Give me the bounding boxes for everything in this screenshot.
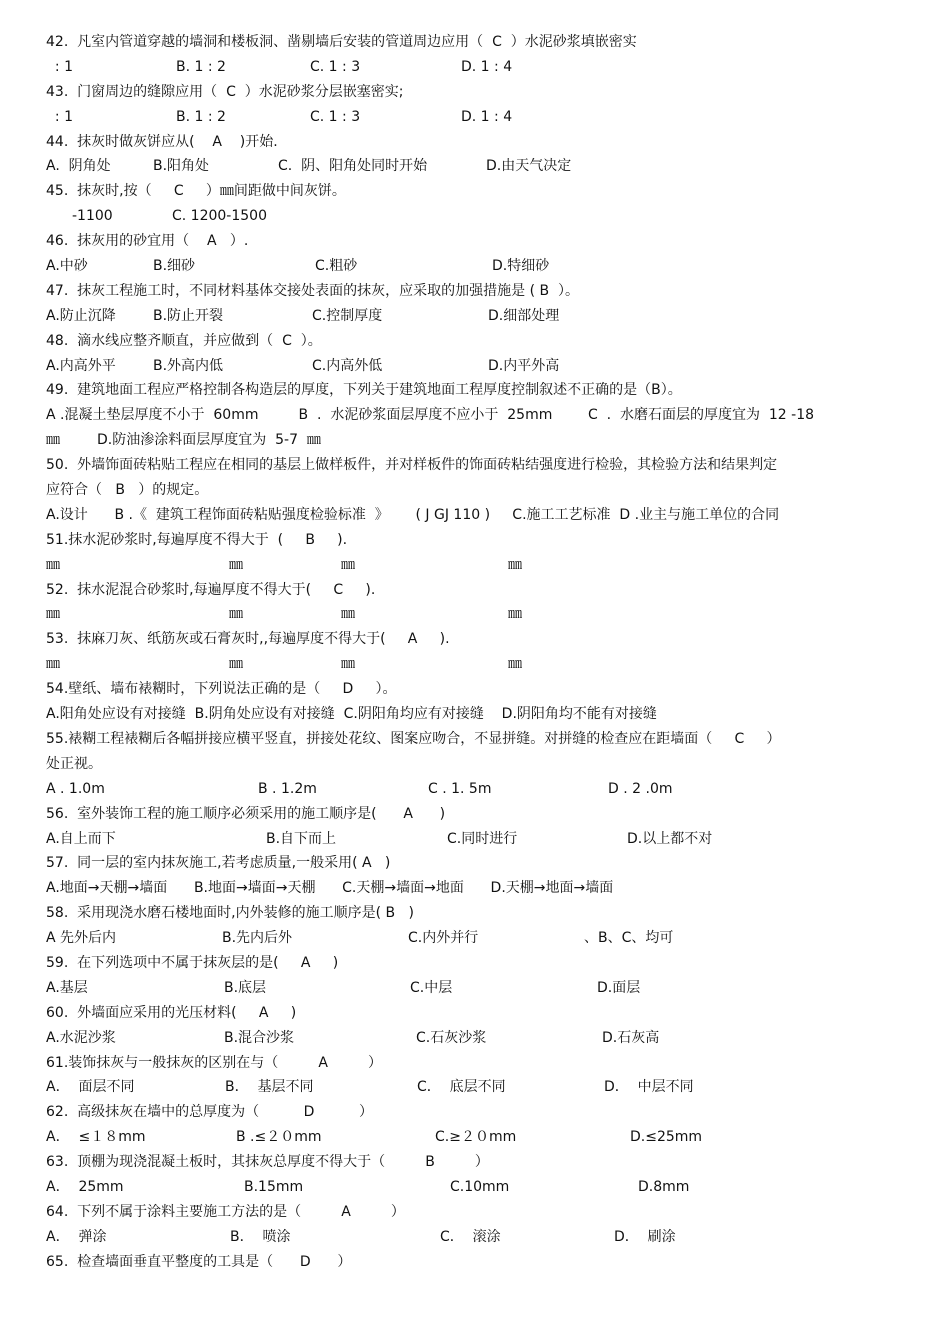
text-line bbox=[0, 279, 950, 304]
text-line bbox=[0, 204, 950, 229]
text-segment: 60. 外墙面应采用的光压材料( A ) bbox=[46, 1004, 297, 1021]
text-line bbox=[0, 130, 950, 155]
text-segment: C.粗砂 bbox=[315, 258, 358, 275]
text-segment: 45. 抹灰时,按（ C ）㎜间距做中间灰饼。 bbox=[46, 183, 346, 200]
text-segment: C． 滚涂 bbox=[440, 1228, 501, 1245]
text-line bbox=[0, 1026, 950, 1051]
document-page bbox=[0, 30, 950, 1275]
text-line bbox=[0, 976, 950, 1001]
text-segment: B.细砂 bbox=[153, 258, 196, 275]
text-segment: 、B、C、均可 bbox=[584, 930, 674, 947]
text-segment: 51.抹水泥砂浆时,每遍厚度不得大于 ( B ). bbox=[46, 531, 348, 548]
text-segment: ㎜ bbox=[341, 606, 355, 623]
text-line bbox=[0, 354, 950, 379]
text-segment: D.以上都不对 bbox=[627, 830, 713, 847]
text-line bbox=[0, 329, 950, 354]
text-segment: 55.裱糊工程裱糊后各幅拼接应横平竖直，拼接处花纹、图案应吻合，不显拼缝。对拼缝的检查应在距墙面（ C ） bbox=[46, 730, 781, 747]
text-line bbox=[0, 179, 950, 204]
text-segment: D. 1 : 4 bbox=[461, 58, 513, 75]
text-segment: 65. 检查墙面垂直平整度的工具是（ D ） bbox=[46, 1253, 352, 1270]
text-segment: ㎜ bbox=[46, 656, 60, 673]
text-segment: 57. 同一层的室内抹灰施工,若考虑质量,一般采用( A ) bbox=[46, 855, 391, 872]
text-line bbox=[0, 1001, 950, 1026]
text-segment: -1100 bbox=[72, 208, 113, 225]
text-segment: D.特细砂 bbox=[492, 258, 550, 275]
text-segment: A． 弹涂 bbox=[46, 1228, 107, 1245]
text-segment: B . 1.2m bbox=[258, 780, 317, 797]
text-line bbox=[0, 553, 950, 578]
text-line bbox=[0, 727, 950, 752]
text-segment: B.自下而上 bbox=[266, 830, 337, 847]
text-segment: ㎜ bbox=[46, 432, 60, 449]
text-segment: A． ≤１８mm bbox=[46, 1129, 146, 1146]
text-segment: B.外高内低 bbox=[153, 357, 224, 374]
text-segment: : 1 bbox=[46, 108, 73, 125]
text-segment: 处正视。 bbox=[46, 755, 102, 772]
text-line bbox=[0, 851, 950, 876]
text-line bbox=[0, 827, 950, 852]
text-segment: D.面层 bbox=[597, 979, 641, 996]
text-segment: ㎜ bbox=[341, 656, 355, 673]
text-line bbox=[0, 254, 950, 279]
text-segment: ㎜ bbox=[46, 556, 60, 573]
text-line bbox=[0, 951, 950, 976]
text-line bbox=[0, 403, 950, 428]
text-segment: C.内高外低 bbox=[312, 357, 383, 374]
text-segment: C.同时进行 bbox=[447, 830, 518, 847]
text-segment: 49. 建筑地面工程应严格控制各构造层的厚度，下列关于建筑地面工程厚度控制叙述不正确的是（B）。 bbox=[46, 382, 682, 399]
text-segment: D.内平外高 bbox=[488, 357, 560, 374]
text-segment: C. 阴、阳角处同时开始 bbox=[278, 158, 428, 175]
text-segment: D.8mm bbox=[638, 1178, 690, 1195]
text-segment: C.内外并行 bbox=[408, 930, 479, 947]
text-line bbox=[0, 1125, 950, 1150]
text-segment: 46. 抹灰用的砂宜用（ A ）. bbox=[46, 233, 249, 250]
text-segment: ㎜ bbox=[229, 556, 243, 573]
text-segment: : 1 bbox=[46, 58, 73, 75]
text-segment: B. 1 : 2 bbox=[176, 108, 226, 125]
text-line bbox=[0, 1100, 950, 1125]
text-segment: 44. 抹灰时做灰饼应从( A )开始. bbox=[46, 133, 278, 150]
text-line bbox=[0, 702, 950, 727]
text-line bbox=[0, 478, 950, 503]
text-line bbox=[0, 378, 950, 403]
text-segment: B． 基层不同 bbox=[225, 1079, 314, 1096]
text-segment: A.防止沉降 bbox=[46, 307, 116, 324]
text-segment: B． 喷涂 bbox=[230, 1228, 291, 1245]
text-segment: A . 1.0m bbox=[46, 780, 105, 797]
text-line bbox=[0, 578, 950, 603]
text-segment: D. 1 : 4 bbox=[461, 108, 513, 125]
text-segment: C． 底层不同 bbox=[417, 1079, 506, 1096]
text-line bbox=[0, 528, 950, 553]
text-segment: 50. 外墙饰面砖粘贴工程应在相同的基层上做样板件，并对样板件的饰面砖粘结强度进行检验，其检验方法和结果判定 bbox=[46, 457, 778, 474]
text-segment: A.地面→天棚→墙面 B.地面→墙面→天棚 C.天棚→墙面→地面 D.天棚→地面→墙面 bbox=[46, 880, 614, 897]
text-line bbox=[0, 1200, 950, 1225]
text-segment: 63. 顶棚为现浇混凝土板时，其抹灰总厚度不得大于（ B ） bbox=[46, 1154, 489, 1171]
text-segment: A.内高外平 bbox=[46, 357, 116, 374]
text-line bbox=[0, 80, 950, 105]
text-line bbox=[0, 1250, 950, 1275]
text-segment: C. 1 : 3 bbox=[310, 58, 361, 75]
text-segment: A． 25mm bbox=[46, 1178, 124, 1195]
text-line bbox=[0, 453, 950, 478]
text-line bbox=[0, 1150, 950, 1175]
text-segment: 52. 抹水泥混合砂浆时,每遍厚度不得大于( C ). bbox=[46, 581, 376, 598]
text-line bbox=[0, 926, 950, 951]
text-segment: C . 1. 5m bbox=[428, 780, 492, 797]
text-segment: C.10mm bbox=[450, 1178, 510, 1195]
text-segment: 54.壁纸、墙布裱糊时，下列说法正确的是（ D ）。 bbox=[46, 681, 397, 698]
text-line bbox=[0, 777, 950, 802]
text-segment: C.≥２０mm bbox=[435, 1129, 517, 1146]
text-segment: A.阳角处应设有对接缝 B.阴角处应设有对接缝 C.阴阳角均应有对接缝 D.阴阳角均不能有对接缝 bbox=[46, 706, 657, 723]
text-line bbox=[0, 30, 950, 55]
text-segment: C.中层 bbox=[410, 979, 453, 996]
text-line bbox=[0, 802, 950, 827]
text-segment: A.基层 bbox=[46, 979, 88, 996]
text-line bbox=[0, 229, 950, 254]
text-segment: 64. 下列不属于涂料主要施工方法的是（ A ） bbox=[46, 1203, 405, 1220]
text-segment: 62. 高级抹灰在墙中的总厚度为（ D ） bbox=[46, 1104, 373, 1121]
text-line bbox=[0, 1075, 950, 1100]
text-segment: 58. 采用现浇水磨石楼地面时,内外装修的施工顺序是( B ) bbox=[46, 905, 414, 922]
text-line bbox=[0, 602, 950, 627]
text-segment: 43. 门窗周边的缝隙应用（ C ）水泥砂浆分层嵌塞密实; bbox=[46, 83, 404, 100]
text-line bbox=[0, 627, 950, 652]
text-segment: D． 刷涂 bbox=[614, 1228, 676, 1245]
text-segment: B.底层 bbox=[224, 979, 267, 996]
text-segment: ㎜ bbox=[508, 606, 522, 623]
text-line bbox=[0, 677, 950, 702]
text-segment: 42. 凡室内管道穿越的墙洞和楼板洞、凿剔墙后安装的管道周边应用（ C ）水泥砂浆填嵌密实 bbox=[46, 34, 637, 50]
text-line bbox=[0, 901, 950, 926]
text-line bbox=[0, 55, 950, 80]
text-line bbox=[0, 105, 950, 130]
text-line bbox=[0, 752, 950, 777]
text-segment: D． 中层不同 bbox=[604, 1079, 694, 1096]
text-segment: A .混凝土垫层厚度不小于 60mm B . 水泥砂浆面层厚度不应小于 25mm C . 水磨石面层的厚度宜为 12 -18 bbox=[46, 407, 815, 424]
text-segment: B.阳角处 bbox=[153, 158, 210, 175]
text-segment: ㎜ bbox=[508, 656, 522, 673]
text-segment: A.中砂 bbox=[46, 258, 88, 275]
text-segment: B .≤２０mm bbox=[236, 1129, 322, 1146]
text-segment: A. 阴角处 bbox=[46, 158, 111, 175]
text-line bbox=[0, 876, 950, 901]
text-segment: 48. 滴水线应整齐顺直，并应做到（ C ）。 bbox=[46, 332, 322, 349]
text-line bbox=[0, 1051, 950, 1076]
text-segment: B. 1 : 2 bbox=[176, 58, 226, 75]
text-segment: C.控制厚度 bbox=[312, 307, 383, 324]
text-segment: ㎜ bbox=[508, 556, 522, 573]
text-segment: B.15mm bbox=[244, 1178, 304, 1195]
text-line bbox=[0, 1225, 950, 1250]
text-segment: C. 1200-1500 bbox=[172, 208, 267, 225]
text-segment: B.先内后外 bbox=[222, 930, 293, 947]
text-segment: A 先外后内 bbox=[46, 930, 117, 947]
text-segment: D.≤25mm bbox=[630, 1129, 703, 1146]
text-segment: 应符合（ B ）的规定。 bbox=[46, 482, 209, 499]
text-line bbox=[0, 652, 950, 677]
text-segment: A.设计 B .《 建筑工程饰面砖粘贴强度检验标准 》 ( J GJ 110 ) C.施工工艺标准 D .业主与施工单位的合同 bbox=[46, 506, 780, 523]
text-segment: D.细部处理 bbox=[488, 307, 560, 324]
text-segment: A.水泥沙浆 bbox=[46, 1029, 116, 1046]
text-line bbox=[0, 503, 950, 528]
text-line bbox=[0, 304, 950, 329]
text-segment: 56. 室外装饰工程的施工顺序必须采用的施工顺序是( A ) bbox=[46, 805, 446, 822]
text-line bbox=[0, 1175, 950, 1200]
text-segment: 59. 在下列选项中不属于抹灰层的是( A ) bbox=[46, 954, 339, 971]
text-segment: B.防止开裂 bbox=[153, 307, 224, 324]
text-line bbox=[0, 154, 950, 179]
text-segment: D.防油渗涂料面层厚度宜为 5-7 ㎜ bbox=[97, 432, 321, 449]
text-segment: 53. 抹麻刀灰、纸筋灰或石膏灰时,,每遍厚度不得大于( A ). bbox=[46, 631, 450, 648]
text-segment: ㎜ bbox=[229, 656, 243, 673]
text-segment: ㎜ bbox=[341, 556, 355, 573]
text-segment: 61.装饰抹灰与一般抹灰的区别在与（ A ） bbox=[46, 1054, 382, 1071]
text-segment: ㎜ bbox=[46, 606, 60, 623]
text-line bbox=[0, 428, 950, 453]
text-segment: ㎜ bbox=[229, 606, 243, 623]
text-segment: 47. 抹灰工程施工时，不同材料基体交接处表面的抹灰，应采取的加强措施是 ( B ）。 bbox=[46, 282, 580, 299]
text-segment: B.混合沙浆 bbox=[224, 1029, 295, 1046]
text-segment: D.由天气决定 bbox=[486, 158, 572, 175]
text-segment: C. 1 : 3 bbox=[310, 108, 361, 125]
text-segment: C.石灰沙浆 bbox=[416, 1029, 487, 1046]
text-segment: A.自上而下 bbox=[46, 830, 116, 847]
text-segment: D . 2 .0m bbox=[608, 780, 673, 797]
text-segment: A． 面层不同 bbox=[46, 1079, 135, 1096]
text-segment: D.石灰高 bbox=[602, 1029, 660, 1046]
